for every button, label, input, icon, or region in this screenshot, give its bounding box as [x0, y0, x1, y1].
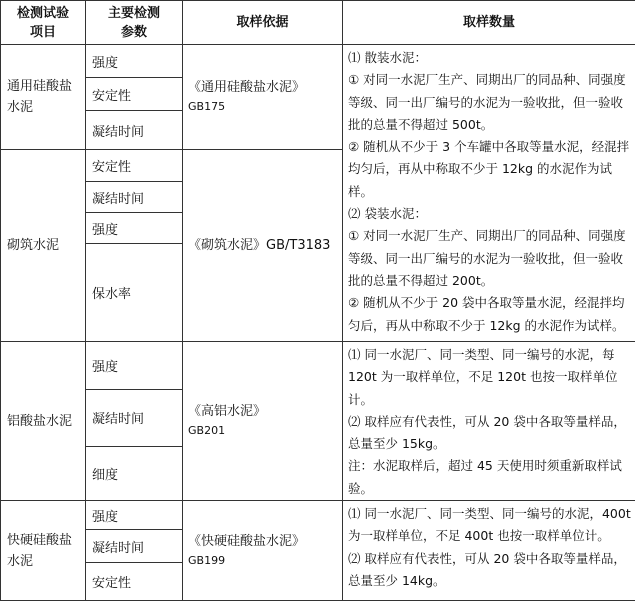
- quantity-line: ⑴ 同一水泥厂、同一类型、同一编号的水泥，400t 为一取样单位，不足 400t 也按一取样单位计。: [348, 503, 631, 548]
- quantity-line: ⑴ 同一水泥厂、同一类型、同一编号的水泥，每 120t 为一取样单位，不足 120t 也按一取样单位计。: [348, 344, 631, 411]
- quantity-cell-2: [343, 342, 635, 501]
- basis-title: 《通用硅酸盐水泥》: [188, 80, 305, 95]
- item-label: 通用硅酸盐 水泥: [7, 79, 72, 115]
- quantity-line: ⑵ 取样应有代表性，可从 20 袋中各取等量样品，总量至少 14kg。: [348, 548, 631, 593]
- param-label: 凝结时间: [92, 125, 144, 140]
- param-cell: [86, 150, 183, 182]
- param-cell: [86, 563, 183, 601]
- header-row: [1, 1, 635, 45]
- param-cell: [86, 389, 183, 446]
- param-label: 强度: [92, 360, 118, 375]
- basis-title: 《砌筑水泥》GB/T3183: [188, 238, 330, 253]
- param-cell: [86, 78, 183, 111]
- quantity-line: 注：水泥取样后，超过 45 天使用时须重新取样试验。: [348, 455, 631, 500]
- header-item-label: 检测试验 项目: [17, 6, 69, 40]
- quantity-line: ② 随机从不少于 3 个车罐中各取等量水泥，经混拌均匀后，再从中称取不少于 12kg 的水泥作为试样。: [348, 136, 631, 203]
- param-cell: [86, 213, 183, 244]
- header-item: [1, 1, 86, 45]
- quantity-line: ② 随机从不少于 20 袋中各取等量水泥，经混拌均匀后，再从中称取不少于 12kg 的水泥作为试样。: [348, 292, 631, 337]
- basis-cell: [183, 45, 343, 150]
- param-label: 凝结时间: [92, 412, 144, 427]
- param-cell: [86, 342, 183, 390]
- param-label: 细度: [92, 468, 118, 483]
- header-quantity: [343, 1, 635, 45]
- param-label: 凝结时间: [92, 192, 144, 207]
- param-label: 强度: [92, 223, 118, 238]
- basis-code: GB201: [188, 421, 337, 440]
- header-quantity-label: 取样数量: [463, 15, 515, 30]
- header-params-label: 主要检测 参数: [108, 6, 160, 40]
- item-masonry-cement: [1, 150, 86, 342]
- param-cell: [86, 530, 183, 563]
- header-params: [86, 1, 183, 45]
- table-row: [1, 501, 635, 530]
- header-basis-label: 取样依据: [236, 15, 288, 30]
- basis-cell: [183, 342, 343, 501]
- basis-cell: [183, 150, 343, 342]
- item-label: 铝酸盐水泥: [7, 414, 72, 429]
- param-label: 安定性: [92, 160, 131, 175]
- quantity-cell-3: [343, 501, 635, 601]
- param-cell: [86, 111, 183, 150]
- param-label: 凝结时间: [92, 541, 144, 556]
- item-aluminate-cement: [1, 342, 86, 501]
- header-basis: [183, 1, 343, 45]
- quantity-line: ⑴ 散装水泥：: [348, 47, 631, 69]
- param-label: 强度: [92, 56, 118, 71]
- item-label: 快硬硅酸盐 水泥: [7, 533, 72, 569]
- quantity-line: ⑵ 取样应有代表性，可从 20 袋中各取等量样品，总量至少 15kg。: [348, 411, 631, 456]
- item-label: 砌筑水泥: [7, 238, 59, 253]
- basis-title: 《高铝水泥》: [188, 404, 266, 419]
- param-cell: [86, 501, 183, 530]
- param-cell: [86, 45, 183, 78]
- quantity-line: ⑵ 袋装水泥：: [348, 203, 631, 225]
- table-row: [1, 45, 635, 78]
- param-label: 安定性: [92, 576, 131, 591]
- table-row: [1, 342, 635, 390]
- param-label: 安定性: [92, 89, 131, 104]
- param-cell: [86, 182, 183, 213]
- param-label: 强度: [92, 510, 118, 525]
- basis-cell: [183, 501, 343, 601]
- quantity-line: ① 对同一水泥厂生产、同期出厂的同品种、同强度等级、同一出厂编号的水泥为一验收批，但一验收批的总量不得超过 500t。: [348, 69, 631, 136]
- param-cell: [86, 446, 183, 500]
- param-label: 保水率: [92, 287, 131, 302]
- item-general-silicate-cement: [1, 45, 86, 150]
- basis-code: GB199: [188, 551, 337, 570]
- param-cell: [86, 244, 183, 342]
- quantity-line: ① 对同一水泥厂生产、同期出厂的同品种、同强度等级、同一出厂编号的水泥为一验收批，但一验收批的总量不得超过 200t。: [348, 225, 631, 292]
- basis-title: 《快硬硅酸盐水泥》: [188, 534, 305, 549]
- basis-code: GB175: [188, 97, 337, 116]
- quantity-cell-1: [343, 45, 635, 342]
- item-rapid-hardening-cement: [1, 501, 86, 601]
